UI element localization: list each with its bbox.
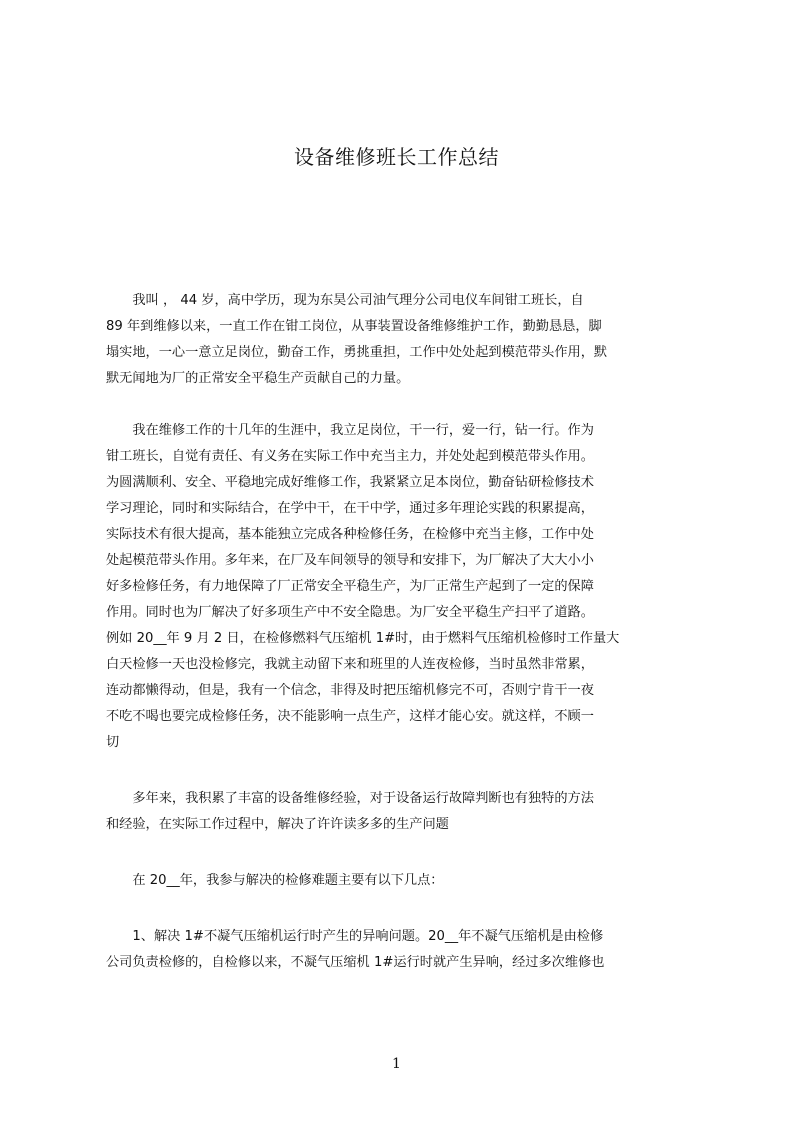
paragraph-work-experience <box>106 418 698 756</box>
text-line: 在 20__年，我参与解决的检修难题主要有以下几点： <box>106 873 444 888</box>
text-line: 学习理论，同时和实际结合，在学中干，在干中学，通过多年理论实践的积累提高， <box>106 501 594 516</box>
text-line: 切 <box>106 735 120 750</box>
page-title: 设备维修班长工作总结 <box>294 145 499 169</box>
text-line: 钳工班长，自觉有责任、有义务在实际工作中充当主力，并处处起到模范带头作用。 <box>106 449 594 464</box>
paragraph-intro <box>106 288 698 392</box>
text-line: 1、解决 1#不凝气压缩机运行时产生的异响问题。20__年不凝气压缩机是由检修 <box>106 929 604 944</box>
text-line: 好多检修任务，有力地保障了厂正常安全平稳生产，为厂正常生产起到了一定的保障 <box>106 579 594 594</box>
text-line: 实际技术有很大提高，基本能独立完成各种检修任务，在检修中充当主修，工作中处 <box>106 527 594 542</box>
paragraph-spacer <box>106 392 698 418</box>
text-line: 我叫 ， 44 岁，高中学历，现为东昊公司油气理分公司电仪车间钳工班长，自 <box>106 293 584 308</box>
paragraph-spacer <box>106 756 698 786</box>
document-body <box>106 288 698 976</box>
text-line: 白天检修一天也没检修完，我就主动留下来和班里的人连夜检修，当时虽然非常累， <box>106 657 594 672</box>
paragraph-experience-summary <box>106 786 698 838</box>
paragraph-spacer <box>106 838 698 868</box>
text-line: 默无闻地为厂的正常安全平稳生产贡献自己的力量。 <box>106 371 410 386</box>
paragraph-spacer <box>106 894 698 924</box>
text-line: 为圆满顺利、安全、平稳地完成好维修工作，我紧紧立足本岗位，勤奋钻研检修技术 <box>106 475 594 490</box>
text-line: 89 年到维修以来，一直工作在钳工岗位，从事装置设备维修维护工作，勤勤恳恳，脚 <box>106 319 602 334</box>
paragraph-problem-1 <box>106 924 698 976</box>
text-line: 我在维修工作的十几年的生涯中，我立足岗位，干一行，爱一行，钻一行。作为 <box>106 423 594 438</box>
text-line: 不吃不喝也要完成检修任务，决不能影响一点生产，这样才能心安。就这样，不顾一 <box>106 709 594 724</box>
text-line: 作用。同时也为厂解决了好多项生产中不安全隐患。为厂安全平稳生产扫平了道路。 <box>106 605 594 620</box>
text-line: 例如 20__年 9 月 2 日，在检修燃料气压缩机 1#时，由于燃料气压缩机检修时工作量大 <box>106 631 620 646</box>
text-line: 和经验，在实际工作过程中，解决了许许读多多的生产问题 <box>106 817 449 832</box>
text-line: 塌实地，一心一意立足岗位，勤奋工作，勇挑重担，工作中处处起到模范带头作用，默 <box>106 345 608 360</box>
text-line: 连动都懒得动，但是，我有一个信念，非得及时把压缩机修完不可，否则宁肯干一夜 <box>106 683 594 698</box>
text-line: 多年来，我积累了丰富的设备维修经验，对于设备运行故障判断也有独特的方法 <box>106 791 594 806</box>
text-line: 处起模范带头作用。多年来，在厂及车间领导的领导和安排下，为厂解决了大大小小 <box>106 553 594 568</box>
paragraph-problem-list-intro <box>106 868 698 894</box>
text-line: 公司负责检修的，自检修以来，不凝气压缩机 1#运行时就产生异响，经过多次维修也 <box>106 955 605 970</box>
page-number: 1 <box>392 1056 401 1072</box>
